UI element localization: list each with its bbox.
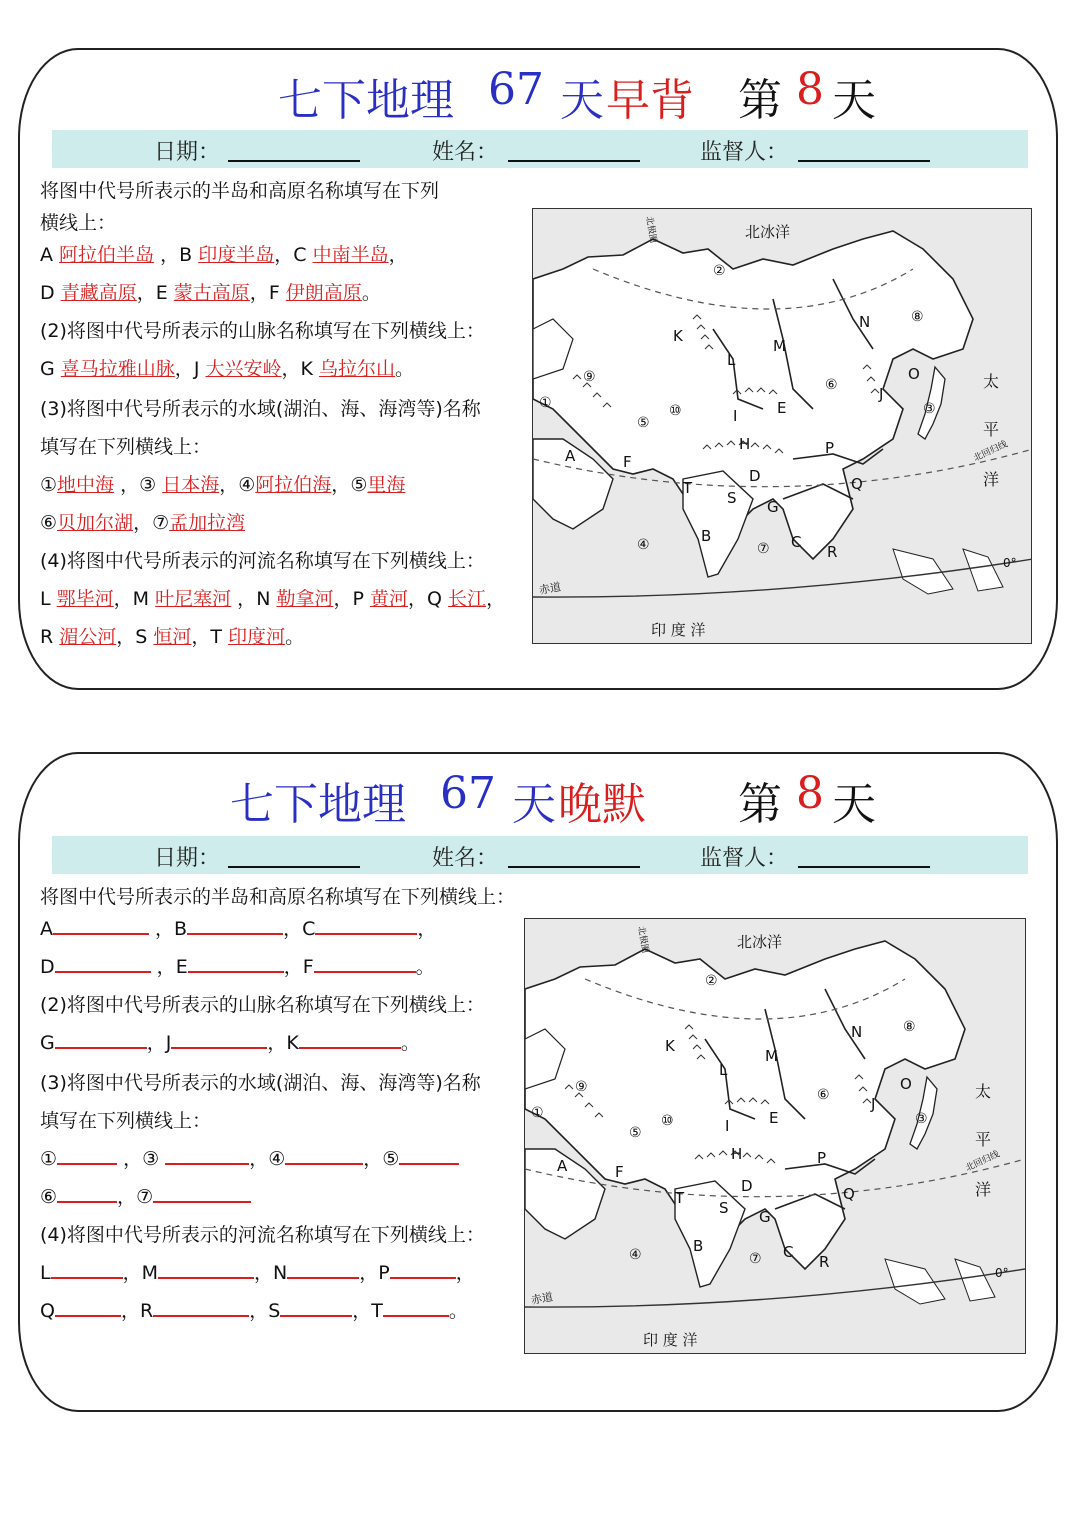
map-S: S [727, 489, 737, 507]
map-I: I [725, 1117, 730, 1135]
map-O: O [900, 1075, 912, 1093]
indian-ocean-label: 印 度 洋 [643, 1331, 698, 1349]
indian-ocean-label: 印 度 洋 [651, 621, 706, 639]
evening-title [20, 768, 1056, 828]
arctic-ocean-label: 北冰洋 [737, 933, 783, 951]
map-n8: ⑧ [911, 309, 924, 325]
q3-row2: ⑥贝加尔湖，⑦孟加拉湾 [40, 512, 246, 534]
answer-1: 地中海 [57, 474, 115, 496]
equator-line [533, 559, 1032, 597]
map-n10: ⑩ [669, 403, 682, 419]
tropic-label: 北回归线 [964, 1149, 1002, 1174]
blank-1[interactable] [57, 1147, 117, 1165]
map-n2: ② [705, 973, 718, 989]
map-N: N [851, 1023, 863, 1041]
answer-J: 大兴安岭 [205, 358, 282, 380]
q2-row: G ，J ，K 。 [40, 1032, 420, 1054]
map-R: R [819, 1253, 830, 1271]
map-T: T [675, 1189, 685, 1207]
blank-L[interactable] [51, 1261, 123, 1279]
map-O: O [908, 365, 920, 383]
q3-row1: ① ，③ ，④ ，⑤ [40, 1144, 459, 1171]
equator-label: 赤道 [538, 580, 562, 597]
name-label: 姓名： [432, 140, 499, 165]
blank-A[interactable] [53, 917, 149, 935]
map-J: J [871, 1095, 876, 1113]
name-line[interactable] [508, 160, 640, 162]
title-subject: 七下地理 [230, 779, 406, 830]
blank-D[interactable] [55, 955, 151, 973]
answer-C: 中南半岛 [312, 244, 389, 266]
map-svg [533, 209, 1032, 644]
title-di: 第 [738, 75, 782, 126]
answer-K: 乌拉尔山 [319, 358, 396, 380]
map-n1: ① [531, 1105, 544, 1121]
map-T: T [683, 479, 693, 497]
arctic-circle-label: 北极圈 [635, 925, 650, 954]
map-H: H [731, 1145, 743, 1163]
q3-intro-b: 填写在下列横线上： [40, 436, 212, 458]
q3-row1: ①地中海 ，③ 日本海，④阿拉伯海，⑤里海 [40, 474, 406, 496]
q4-intro: (4)将图中代号所表示的河流名称填写在下列横线上： [40, 550, 485, 572]
answer-3: 日本海 [162, 474, 220, 496]
blank-B[interactable] [187, 917, 283, 935]
title-session: 晚默 [558, 779, 646, 830]
map-E: E [777, 399, 787, 417]
map-svg [525, 919, 1025, 1354]
q4-row1: L ，M ，N ，P ， [40, 1262, 475, 1284]
map-n8: ⑧ [903, 1019, 916, 1035]
blank-K[interactable] [299, 1031, 401, 1049]
map-n4: ④ [629, 1247, 642, 1263]
q1-row2: D 青藏高原，E 蒙古高原，F 伊朗高原。 [40, 282, 381, 304]
map-A: A [565, 447, 576, 465]
title-day: 8 [796, 64, 824, 115]
map-F: F [615, 1163, 624, 1181]
map-n5: ⑤ [637, 415, 650, 431]
map-J: J [879, 385, 884, 403]
map-P: P [825, 439, 835, 457]
title-number: 67 [488, 64, 544, 115]
map-n9: ⑨ [583, 369, 596, 385]
morning-card [18, 48, 1058, 690]
q3-row2: ⑥ ，⑦ [40, 1182, 251, 1209]
q3-intro-b: 填写在下列横线上： [40, 1110, 212, 1132]
map-H: H [739, 435, 751, 453]
equator-label: 赤道 [530, 1290, 554, 1307]
answer-S: 恒河 [153, 626, 192, 648]
map-L: L [727, 351, 736, 369]
pacific-label-2: 平 [975, 1130, 992, 1149]
title-di: 第 [738, 779, 782, 830]
title-tian2: 天 [832, 779, 876, 830]
answer-T: 印度河 [228, 626, 286, 648]
map-D: D [741, 1177, 753, 1195]
info-bar [52, 130, 1028, 168]
name-label: 姓名： [432, 846, 499, 871]
map-G: G [767, 498, 779, 516]
answer-L: 鄂毕河 [56, 588, 114, 610]
answer-A: 阿拉伯半岛 [59, 244, 155, 266]
blank-6[interactable] [57, 1185, 117, 1203]
map-K: K [665, 1037, 675, 1055]
map-C: C [791, 533, 802, 551]
supervisor-line[interactable] [798, 866, 930, 868]
q4-row2: Q ，R ，S ，T 。 [40, 1300, 468, 1322]
answer-5: 里海 [367, 474, 406, 496]
q4-row2: R 湄公河，S 恒河，T 印度河。 [40, 626, 305, 648]
map-C: C [783, 1243, 794, 1261]
map-n7: ⑦ [757, 541, 770, 557]
blank-Q[interactable] [55, 1299, 121, 1317]
map-D: D [749, 467, 761, 485]
title-session: 早背 [606, 75, 694, 126]
pacific-label-3: 洋 [983, 470, 1000, 489]
answer-D: 青藏高原 [60, 282, 137, 304]
map-n3: ③ [923, 401, 936, 417]
date-label: 日期： [154, 846, 221, 871]
pacific-label-1: 太 [975, 1082, 992, 1101]
map-Q: Q [851, 475, 863, 493]
map-n6: ⑥ [817, 1087, 830, 1103]
supervisor-label: 监督人： [700, 846, 789, 871]
map-n5: ⑤ [629, 1125, 642, 1141]
supervisor-label: 监督人： [700, 140, 789, 165]
pacific-label-1: 太 [983, 372, 1000, 391]
map-N: N [859, 313, 871, 331]
answer-N: 勒拿河 [276, 588, 334, 610]
q1-row2: D ，E ，F 。 [40, 956, 435, 978]
map-P: P [817, 1149, 827, 1167]
zero-deg-label: 0° [1003, 556, 1017, 570]
title-day: 8 [796, 768, 824, 819]
q1-intro-b: 横线上： [40, 212, 117, 234]
blank-N[interactable] [287, 1261, 359, 1279]
map-n4: ④ [637, 537, 650, 553]
answer-P: 黄河 [370, 588, 409, 610]
q1-row1: A 阿拉伯半岛 ，B 印度半岛，C 中南半岛， [40, 244, 408, 266]
answer-7: 孟加拉湾 [169, 512, 246, 534]
blank-7[interactable] [153, 1185, 251, 1203]
q2-intro: (2)将图中代号所表示的山脉名称填写在下列横线上： [40, 320, 485, 342]
map-E: E [769, 1109, 779, 1127]
pacific-label-2: 平 [983, 420, 1000, 439]
map-L: L [719, 1061, 728, 1079]
blank-T[interactable] [383, 1299, 449, 1317]
blank-R[interactable] [153, 1299, 249, 1317]
title-subject: 七下地理 [278, 75, 454, 126]
map-M: M [765, 1047, 778, 1065]
blank-F[interactable] [314, 955, 416, 973]
supervisor-line[interactable] [798, 160, 930, 162]
answer-F: 伊朗高原 [285, 282, 362, 304]
map-n7: ⑦ [749, 1251, 762, 1267]
map-n3: ③ [915, 1111, 928, 1127]
name-line[interactable] [508, 866, 640, 868]
map-n9: ⑨ [575, 1079, 588, 1095]
answer-Q: 长江 [448, 588, 487, 610]
map-A: A [557, 1157, 568, 1175]
map-K: K [673, 327, 683, 345]
blank-G[interactable] [55, 1031, 147, 1049]
q2-intro: (2)将图中代号所表示的山脉名称填写在下列横线上： [40, 994, 485, 1016]
q4-intro: (4)将图中代号所表示的河流名称填写在下列横线上： [40, 1224, 485, 1246]
map-B: B [701, 527, 712, 545]
blank-S[interactable] [280, 1299, 352, 1317]
answer-6: 贝加尔湖 [57, 512, 134, 534]
date-label: 日期： [154, 140, 221, 165]
asia-map [532, 208, 1032, 644]
title-number: 67 [440, 768, 496, 819]
answer-G: 喜马拉雅山脉 [60, 358, 175, 380]
map-n1: ① [539, 395, 552, 411]
blank-4[interactable] [285, 1147, 363, 1165]
date-line[interactable] [228, 866, 360, 868]
title-tian2: 天 [832, 75, 876, 126]
blank-5[interactable] [399, 1147, 459, 1165]
map-n6: ⑥ [825, 377, 838, 393]
q1-row1: A ，B ，C ， [40, 918, 437, 940]
title-tian: 天 [560, 75, 604, 126]
blank-M[interactable] [158, 1261, 254, 1279]
blank-C[interactable] [315, 917, 417, 935]
map-R: R [827, 543, 838, 561]
map-S: S [719, 1199, 729, 1217]
map-F: F [623, 453, 632, 471]
q3-intro-a: (3)将图中代号所表示的水域(湖泊、海、海湾等)名称 [40, 1072, 481, 1094]
map-n10: ⑩ [661, 1113, 674, 1129]
title-tian: 天 [512, 779, 556, 830]
asia-map [524, 918, 1026, 1354]
tropic-label: 北回归线 [972, 439, 1010, 464]
zero-deg-label: 0° [995, 1266, 1009, 1280]
blank-P[interactable] [390, 1261, 456, 1279]
q4-row1: L 鄂毕河，M 叶尼塞河 ，N 勒拿河，P 黄河，Q 长江， [40, 588, 506, 610]
q3-intro-a: (3)将图中代号所表示的水域(湖泊、海、海湾等)名称 [40, 398, 481, 420]
pacific-label-3: 洋 [975, 1180, 992, 1199]
blank-J[interactable] [171, 1031, 267, 1049]
blank-3[interactable] [165, 1147, 249, 1165]
answer-M: 叶尼塞河 [155, 588, 232, 610]
q1-intro-a: 将图中代号所表示的半岛和高原名称填写在下列 [40, 180, 440, 202]
morning-title [20, 64, 1056, 124]
q2-row: G 喜马拉雅山脉，J 大兴安岭，K 乌拉尔山。 [40, 358, 415, 380]
arctic-circle-label: 北极圈 [643, 215, 658, 244]
answer-E: 蒙古高原 [173, 282, 250, 304]
map-Q: Q [843, 1185, 855, 1203]
q1-intro: 将图中代号所表示的半岛和高原名称填写在下列横线上： [40, 886, 516, 908]
map-B: B [693, 1237, 704, 1255]
map-n2: ② [713, 263, 726, 279]
map-G: G [759, 1208, 771, 1226]
date-line[interactable] [228, 160, 360, 162]
equator-line [525, 1269, 1025, 1307]
answer-R: 湄公河 [59, 626, 117, 648]
arctic-ocean-label: 北冰洋 [745, 223, 791, 241]
answer-B: 印度半岛 [198, 244, 275, 266]
answer-4: 阿拉伯海 [255, 474, 332, 496]
blank-E[interactable] [188, 955, 284, 973]
info-bar [52, 836, 1028, 874]
map-I: I [733, 407, 738, 425]
map-M: M [773, 337, 786, 355]
evening-card [18, 752, 1058, 1412]
